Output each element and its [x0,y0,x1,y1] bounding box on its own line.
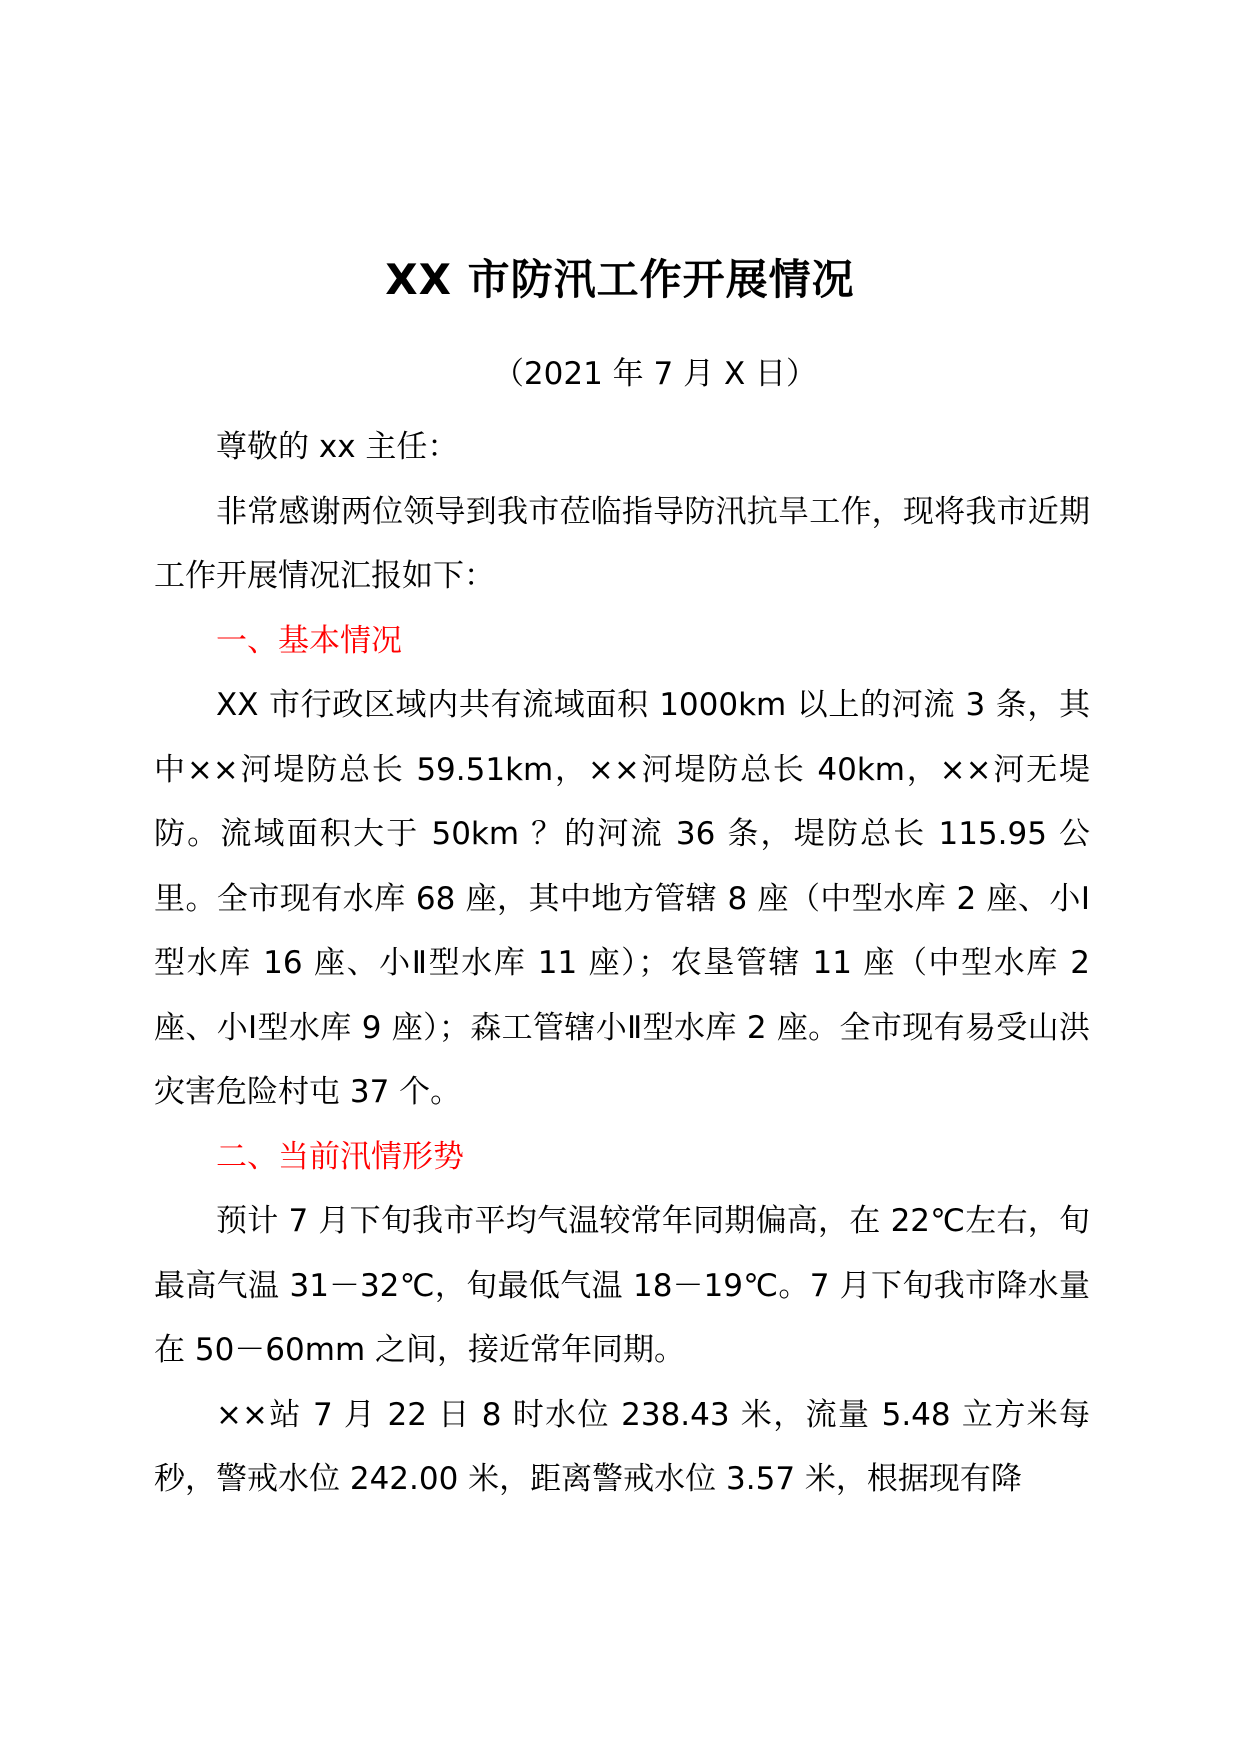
section-paragraph: ××站 7 月 22 日 8 时水位 238.43 米，流量 5.48 立方米每秒，警戒水位 242.00 米，距离警戒水位 3.57 米，根据现有降 [154,1396,1090,1497]
salutation: 尊敬的 xx 主任： [216,429,459,465]
document-title: XX 市防汛工作开展情况 [385,255,855,304]
section-heading-basic: 一、基本情况 [216,622,402,659]
document-body [154,415,1090,1512]
section-paragraph: XX 市行政区域内共有流域面积 1000km 以上的河流 3 条，其中××河堤防总长 59.51km，××河堤防总长 40km，××河无堤防。流域面积大于 50km ？的河流 36 条，堤防总长 115.95 公里。全市现有水库 68 座，其中地方管辖 8 座（中型水库 2 座、小Ⅰ型水库 16 座、小Ⅱ型水库 11 座）；农垦管辖 11 座（中型水库 2 座、小Ⅰ型水库 9 座）；森工管辖小Ⅱ型水库 2 座。全市现有易受山洪灾害危险村屯 37 个。 [154,687,1090,1110]
section-paragraph: 预计 7 月下旬我市平均气温较常年同期偏高，在 22℃左右，旬最高气温 31－32℃，旬最低气温 18－19℃。7 月下旬我市降水量在 50－60mm 之间，接近常年同期。 [154,1203,1090,1368]
document-date: （2021 年 7 月 X 日） [492,356,818,392]
section-heading-flood-situation: 二、当前汛情形势 [216,1138,464,1175]
intro-paragraph: 非常感谢两位领导到我市莅临指导防汛抗旱工作，现将我市近期工作开展情况汇报如下： [154,493,1090,594]
